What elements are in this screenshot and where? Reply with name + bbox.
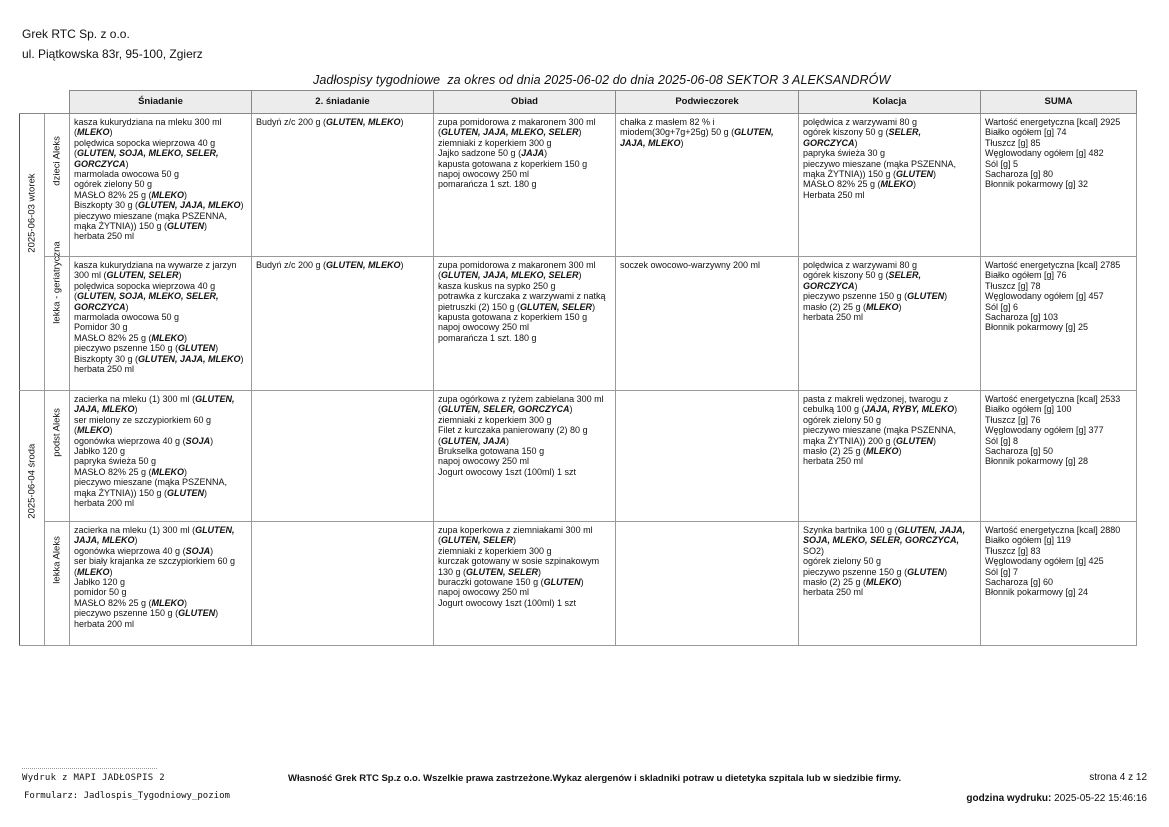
meal-line: GORCZYCA) [74, 158, 129, 169]
meal-line: Jabłko 120 g [74, 577, 126, 588]
meal-cell-kolacja [799, 522, 981, 646]
meal-line: Tłuszcz [g] 85 [985, 137, 1041, 148]
meal-line: Filet z kurczaka panierowany (2) 80 g [438, 425, 588, 436]
meal-cell-podwieczorek [616, 257, 799, 391]
footer-print-time [966, 793, 1147, 804]
meal-line: ziemniaki z koperkiem 300 g [438, 414, 552, 425]
meal-line: JAJA, MLEKO) [74, 535, 138, 546]
meal-cell-kolacja [799, 257, 981, 391]
meal-line: (GLUTEN, JAJA, MLEKO, SELER) [438, 127, 582, 138]
meal-line: pieczywo pszenne 150 g (GLUTEN) [803, 291, 948, 302]
meal-line: Węglowodany ogółem [g] 425 [985, 556, 1104, 567]
meal-line: (MLEKO) [74, 127, 113, 138]
meal-line: GORCZYCA) [74, 301, 129, 312]
meal-cell-kolacja [799, 114, 981, 257]
meal-cell-drugie-sniadanie [252, 257, 434, 391]
menu-table [19, 90, 1137, 646]
meal-line: herbata 250 ml [74, 231, 135, 242]
meal-line: pieczywo pszenne 150 g (GLUTEN) [74, 608, 219, 619]
meal-cell-kolacja [799, 391, 981, 522]
day-cell [20, 391, 45, 646]
meal-line: kasza kukurydziana na mleku 300 ml [74, 117, 222, 127]
meal-cell-drugie-sniadanie [252, 522, 434, 646]
meal-line: GORCZYCA) [803, 137, 858, 148]
meal-line: kurczak gotowany w sosie szpinakowym [438, 556, 600, 567]
print-time-value: 2025-05-22 15:46:16 [1054, 793, 1147, 804]
col-header-suma: SUMA [981, 91, 1137, 114]
meal-line: Białko ogółem [g] 74 [985, 127, 1067, 138]
meal-cell-podwieczorek [616, 522, 799, 646]
meal-line: (MLEKO) [74, 566, 113, 577]
meal-line: zupa ogórkowa z ryżem zabielana 300 ml [438, 394, 604, 404]
meal-line: herbata 200 ml [74, 498, 135, 509]
meal-line: 130 g (GLUTEN, SELER) [438, 566, 542, 577]
meal-line: soczek owocowo-warzywny 200 ml [620, 260, 761, 270]
meal-line: Szynka bartnika 100 g (GLUTEN, JAJA, [803, 525, 966, 535]
meal-cell-sniadanie [70, 257, 252, 391]
meal-line: Białko ogółem [g] 100 [985, 404, 1072, 415]
meal-cell-obiad [434, 114, 616, 257]
meal-line: polędwica z warzywami 80 g [803, 117, 918, 127]
meal-line: Wartość energetyczna [kcal] 2880 [985, 525, 1121, 535]
meal-line: Brukselka gotowana 150 g [438, 446, 545, 457]
meal-line: napoj owocowy 250 ml [438, 456, 530, 467]
meal-line: Wartość energetyczna [kcal] 2925 [985, 117, 1121, 127]
meal-line: napoj owocowy 250 ml [438, 322, 530, 333]
meal-line: ser mielony ze szczypiorkiem 60 g [74, 414, 212, 425]
meal-cell-suma [981, 522, 1137, 646]
meal-cell-suma [981, 391, 1137, 522]
meal-line: marmolada owocowa 50 g [74, 169, 180, 180]
company-address: ul. Piątkowska 83r, 95-100, Zgierz [22, 47, 203, 61]
meal-line: zupa pomidorowa z makaronem 300 ml [438, 260, 596, 270]
footer-form: Formularz: Jadlospis_Tygodniowy_poziom [24, 791, 230, 801]
meal-line: ogonówka wieprzowa 40 g (SOJA) [74, 545, 214, 556]
diet-cell [45, 241, 70, 391]
meal-line: Sól [g] 6 [985, 301, 1019, 312]
meal-line: JAJA, MLEKO) [620, 137, 684, 148]
meal-line: papryka świeża 30 g [803, 148, 886, 159]
diet-cell [45, 114, 70, 257]
footer-ownership: Własność Grek RTC Sp.z o.o. Wszelkie prawa zastrzeżone.Wykaz alergenów i skladniki potraw u dietetyka szpitala lub w siedzibie firmy. [288, 773, 902, 784]
meal-line: GORCZYCA) [803, 280, 858, 291]
meal-line: polędwica sopocka wieprzowa 40 g [74, 280, 216, 291]
meal-line: zacierka na mleku (1) 300 ml (GLUTEN, [74, 525, 235, 535]
meal-line: ser biały krajanka ze szczypiorkiem 60 g [74, 556, 236, 567]
meal-cell-drugie-sniadanie [252, 391, 434, 522]
meal-line: Białko ogółem [g] 119 [985, 535, 1071, 546]
meal-line: (GLUTEN, JAJA, MLEKO, SELER) [438, 270, 582, 281]
meal-line: ziemniaki z koperkiem 300 g [438, 545, 552, 556]
meal-line: masło (2) 25 g (MLEKO) [803, 446, 902, 457]
meal-line: napoj owocowy 250 ml [438, 169, 530, 180]
meal-line: herbata 250 ml [803, 312, 864, 323]
meal-line: Tłuszcz [g] 78 [985, 280, 1041, 291]
company-header [22, 24, 203, 64]
meal-line: mąka ŻYTNIA)) 150 g (GLUTEN) [74, 221, 208, 232]
meal-line: SO2) [803, 545, 825, 556]
meal-cell-podwieczorek [616, 114, 799, 257]
meal-line: Sacharoza [g] 80 [985, 169, 1054, 180]
meal-line: masło (2) 25 g (MLEKO) [803, 577, 902, 588]
diet-cell [45, 391, 70, 522]
meal-line: herbata 250 ml [74, 364, 135, 375]
meal-line: MASŁO 82% 25 g (MLEKO) [74, 189, 188, 200]
meal-line: papryka świeża 50 g [74, 456, 157, 467]
meal-line: Węglowodany ogółem [g] 482 [985, 148, 1104, 159]
meal-line: zupa pomidorowa z makaronem 300 ml [438, 117, 596, 127]
meal-line: Wartość energetyczna [kcal] 2533 [985, 394, 1121, 404]
print-time-label: godzina wydruku: [966, 793, 1052, 804]
meal-line: polędwica z warzywami 80 g [803, 260, 918, 270]
meal-line: ogórek zielony 50 g [74, 179, 153, 190]
meal-line: masło (2) 25 g (MLEKO) [803, 301, 902, 312]
meal-line: napoj owocowy 250 ml [438, 587, 530, 598]
meal-line: chałka z masłem 82 % i [620, 117, 715, 127]
meal-cell-suma [981, 257, 1137, 391]
meal-line: ogonówka wieprzowa 40 g (SOJA) [74, 435, 214, 446]
meal-line: Budyń z/c 200 g (GLUTEN, MLEKO) [256, 117, 404, 127]
diet-label: podst Aleks [50, 407, 62, 457]
meal-line: zupa koperkowa z ziemniakami 300 ml [438, 525, 593, 535]
header-row [20, 91, 1137, 114]
meal-line: pieczywo mieszane (mąka PSZENNA, [74, 477, 228, 488]
meal-line: Błonnik pokarmowy [g] 24 [985, 587, 1089, 598]
meal-line: mąka ŻYTNIA)) 150 g (GLUTEN) [74, 487, 208, 498]
meal-line: (GLUTEN, SELER, GORCZYCA) [438, 404, 573, 415]
meal-cell-sniadanie [70, 522, 252, 646]
meal-line: Węglowodany ogółem [g] 377 [985, 425, 1104, 436]
menu-row [20, 391, 1137, 522]
meal-line: Tłuszcz [g] 83 [985, 545, 1041, 556]
meal-line: MASŁO 82% 25 g (MLEKO) [803, 179, 917, 190]
meal-line: Błonnik pokarmowy [g] 25 [985, 322, 1089, 333]
col-header-kolacja: Kolacja [799, 91, 981, 114]
meal-line: Błonnik pokarmowy [g] 32 [985, 179, 1089, 190]
meal-line: kapusta gotowana z koperkiem 150 g [438, 312, 588, 323]
meal-line: (MLEKO) [74, 425, 113, 436]
meal-line: miodem(30g+7g+25g) 50 g (GLUTEN, [620, 127, 774, 138]
meal-line: (GLUTEN, JAJA) [438, 435, 510, 446]
meal-line: Biszkopty 30 g (GLUTEN, JAJA, MLEKO) [74, 200, 244, 211]
meal-line: Jogurt owocowy 1szt (100ml) 1 szt [438, 597, 577, 608]
meal-line: Węglowodany ogółem [g] 457 [985, 291, 1104, 302]
meal-line: Sól [g] 8 [985, 435, 1019, 446]
meal-line: Tłuszcz [g] 76 [985, 414, 1041, 425]
meal-cell-obiad [434, 257, 616, 391]
meal-line: pieczywo mieszane (mąka PSZENNA, [803, 158, 957, 169]
meal-line: kasza kuskus na sypko 250 g [438, 280, 556, 291]
meal-line: pieczywo pszenne 150 g (GLUTEN) [803, 566, 948, 577]
meal-line: ogórek kiszony 50 g (SELER, [803, 270, 922, 281]
meal-line: ziemniaki z koperkiem 300 g [438, 137, 552, 148]
meal-line: pieczywo mieszane (mąka PSZENNA, [74, 210, 228, 221]
col-header-2-sniadanie: 2. śniadanie [252, 91, 434, 114]
meal-line: pieczywo pszenne 150 g (GLUTEN) [74, 343, 219, 354]
footer-page-number: strona 4 z 12 [1089, 772, 1147, 783]
meal-cell-sniadanie [70, 391, 252, 522]
meal-line: Jajko sadzone 50 g (JAJA) [438, 148, 548, 159]
day-label: 2025-06-03 wtorek [25, 173, 37, 253]
meal-line: polędwica sopocka wieprzowa 40 g [74, 137, 216, 148]
col-header-obiad: Obiad [434, 91, 616, 114]
meal-line: mąka ŻYTNIA)) 150 g (GLUTEN) [803, 169, 937, 180]
meal-line: Biszkopty 30 g (GLUTEN, JAJA, MLEKO) [74, 353, 244, 364]
meal-line: Sacharoza [g] 60 [985, 577, 1054, 588]
meal-line: MASŁO 82% 25 g (MLEKO) [74, 597, 188, 608]
meal-line: cebulką 100 g (JAJA, RYBY, MLEKO) [803, 404, 958, 415]
meal-line: herbata 250 ml [803, 456, 864, 467]
meal-line: pietruszki (2) 150 g (GLUTEN, SELER) [438, 301, 596, 312]
meal-line: (GLUTEN, SOJA, MLEKO, SELER, [74, 148, 219, 159]
meal-line: potrawka z kurczaka z warzywami z natką [438, 291, 606, 302]
day-cell [20, 114, 45, 391]
meal-line: Jabłko 120 g [74, 446, 126, 457]
meal-line: herbata 250 ml [803, 587, 864, 598]
meal-line: MASŁO 82% 25 g (MLEKO) [74, 466, 188, 477]
diet-label: lekka - geriatryczna [50, 241, 62, 324]
meal-cell-obiad [434, 391, 616, 522]
col-header-sniadanie: Śniadanie [70, 91, 252, 114]
meal-line: MASŁO 82% 25 g (MLEKO) [74, 332, 188, 343]
meal-line: ogórek zielony 50 g [803, 414, 882, 425]
meal-line: kasza kukurydziana na wywarze z jarzyn [74, 260, 237, 270]
meal-line: pomarańcza 1 szt. 180 g [438, 332, 537, 343]
menu-row [20, 522, 1137, 646]
diet-label: dzieci Aleks [50, 135, 62, 186]
meal-line: 300 ml (GLUTEN, SELER) [74, 270, 182, 281]
meal-line: (GLUTEN, SELER) [438, 535, 517, 546]
meal-line: buraczki gotowane 150 g (GLUTEN) [438, 577, 584, 588]
meal-line: Sól [g] 5 [985, 158, 1019, 169]
footer-printout: Wydruk z MAPI JADŁOSPIS 2 [22, 773, 165, 783]
meal-line: herbata 200 ml [74, 618, 135, 629]
meal-line: Białko ogółem [g] 76 [985, 270, 1067, 281]
meal-line: kapusta gotowana z koperkiem 150 g [438, 158, 588, 169]
diet-label: lekka Aleks [50, 536, 62, 584]
meal-cell-podwieczorek [616, 391, 799, 522]
meal-line: pasta z makreli wędzonej, twarogu z [803, 394, 949, 404]
company-name: Grek RTC Sp. z o.o. [22, 27, 130, 41]
meal-line: pomidor 50 g [74, 587, 127, 598]
col-header-podwieczorek: Podwieczorek [616, 91, 799, 114]
meal-cell-obiad [434, 522, 616, 646]
meal-line: pieczywo mieszane (mąka PSZENNA, [803, 425, 957, 436]
meal-line: Jogurt owocowy 1szt (100ml) 1 szt [438, 466, 577, 477]
meal-line: Herbata 250 ml [803, 189, 865, 200]
meal-line: pomarańcza 1 szt. 180 g [438, 179, 537, 190]
meal-line: (GLUTEN, SOJA, MLEKO, SELER, [74, 291, 219, 302]
meal-line: ogórek kiszony 50 g (SELER, [803, 127, 922, 138]
meal-line: Wartość energetyczna [kcal] 2785 [985, 260, 1121, 270]
meal-line: ogórek zielony 50 g [803, 556, 882, 567]
meal-line: Sól [g] 7 [985, 566, 1019, 577]
meal-line: Sacharoza [g] 103 [985, 312, 1059, 323]
meal-line: Błonnik pokarmowy [g] 28 [985, 456, 1089, 467]
menu-row [20, 257, 1137, 391]
menu-row [20, 114, 1137, 257]
menu-body [20, 114, 1137, 646]
day-label: 2025-06-04 środa [25, 443, 37, 519]
diet-cell [45, 522, 70, 646]
meal-line: JAJA, MLEKO) [74, 404, 138, 415]
meal-cell-suma [981, 114, 1137, 257]
corner-cell [20, 91, 70, 114]
meal-line: mąka ŻYTNIA)) 200 g (GLUTEN) [803, 435, 937, 446]
meal-cell-sniadanie [70, 114, 252, 257]
page-title: Jadłospisy tygodniowe za okres od dnia 2025-06-02 do dnia 2025-06-08 SEKTOR 3 ALEKSANDRÓW [313, 73, 891, 87]
meal-line: zacierka na mleku (1) 300 ml (GLUTEN, [74, 394, 235, 404]
meal-line: Pomidor 30 g [74, 322, 128, 333]
meal-line: Budyń z/c 200 g (GLUTEN, MLEKO) [256, 260, 404, 270]
footer-divider [22, 768, 157, 769]
meal-line: marmolada owocowa 50 g [74, 312, 180, 323]
meal-line: SOJA, MLEKO, SELER, GORCZYCA, [803, 535, 960, 546]
meal-line: Sacharoza [g] 50 [985, 446, 1054, 457]
meal-cell-drugie-sniadanie [252, 114, 434, 257]
